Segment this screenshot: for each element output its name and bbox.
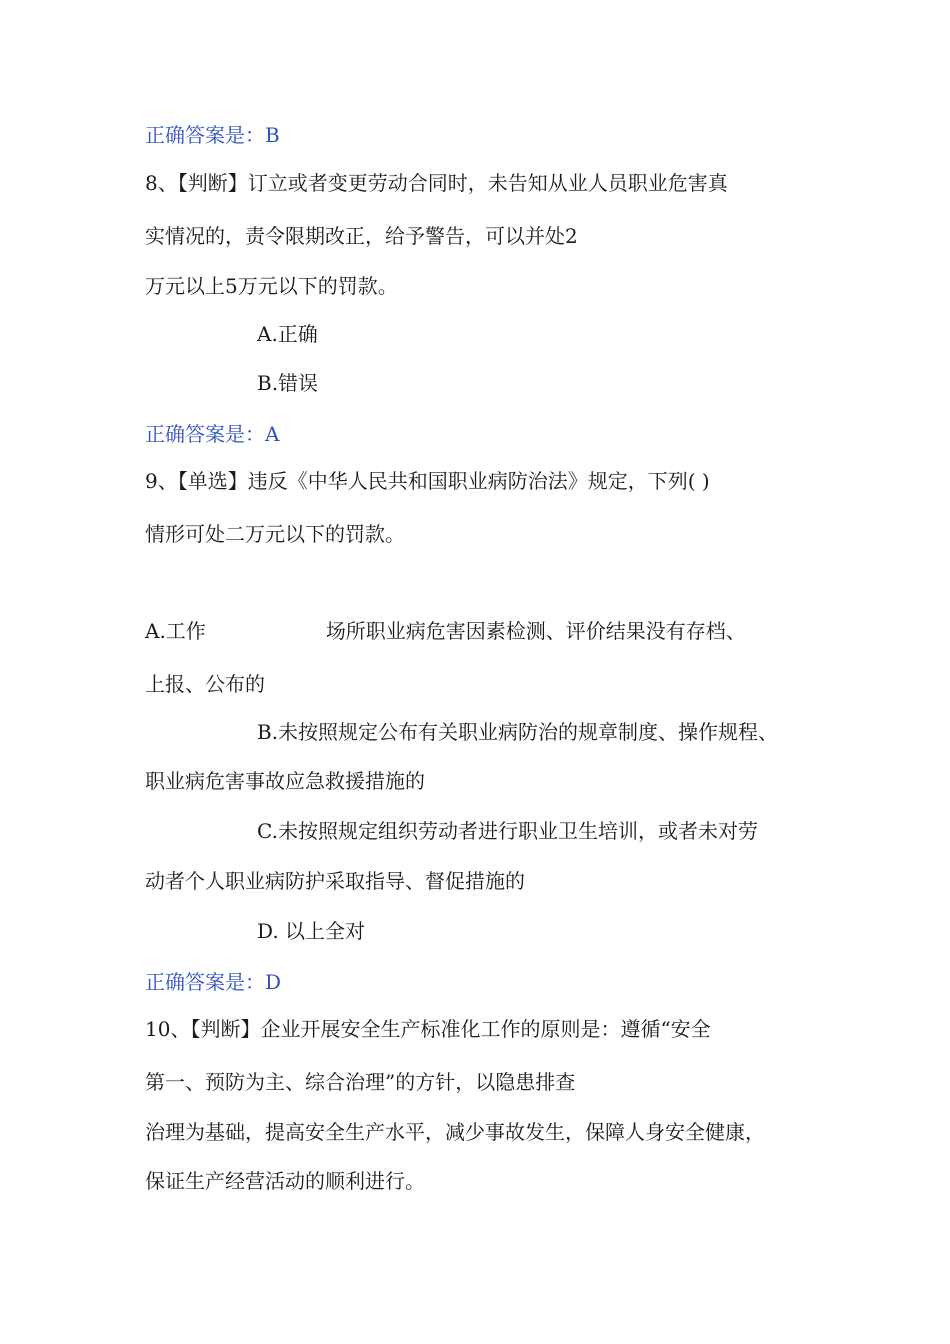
question-9-option-b-line-1: B.未按照规定公布有关职业病防治的规章制度、操作规程、: [257, 720, 779, 744]
question-9-option-a-line-1: [145, 618, 840, 644]
answer-q9: 正确答案是：D: [145, 970, 282, 994]
question-9-option-a-line-2: 上报、公布的: [145, 672, 265, 696]
option-a-text: 场所职业病危害因素检测、评价结果没有存档、: [325, 619, 746, 643]
answer-q8: 正确答案是：A: [145, 422, 280, 446]
question-8-line-2: 实情况的，责令限期改正，给予警告，可以并处2: [145, 224, 578, 248]
question-10-line-3: 治理为基础，提高安全生产水平，减少事故发生，保障人身安全健康，: [145, 1120, 765, 1144]
option-a-label: A.工作: [145, 619, 206, 643]
question-9-line-1: 9、【单选】违反《中华人民共和国职业病防治法》规定，下列( ): [145, 469, 710, 493]
question-10-line-4: 保证生产经营活动的顺利进行。: [145, 1169, 425, 1193]
question-8-line-1: 8、【判断】订立或者变更劳动合同时，未告知从业人员职业危害真: [145, 171, 728, 195]
question-10-line-2: 第一、预防为主、综合治理”的方针，以隐患排查: [145, 1070, 576, 1094]
question-10-line-1: 10、【判断】企业开展安全生产标准化工作的原则是：遵循“安全: [145, 1017, 711, 1041]
question-9-option-b-line-2: 职业病危害事故应急救援措施的: [145, 769, 425, 793]
answer-q7: 正确答案是：B: [145, 123, 280, 147]
question-9-option-c-line-1: C.未按照规定组织劳动者进行职业卫生培训，或者未对劳: [257, 819, 758, 843]
question-8-option-a: A.正确: [257, 322, 318, 346]
question-8-option-b: B.错误: [257, 371, 319, 395]
question-8-line-3: 万元以上5万元以下的罚款。: [145, 274, 398, 298]
question-9-option-d: D. 以上全对: [257, 919, 366, 943]
question-9-option-c-line-2: 动者个人职业病防护采取指导、督促措施的: [145, 869, 525, 893]
question-9-line-2: 情形可处二万元以下的罚款。: [145, 522, 405, 546]
